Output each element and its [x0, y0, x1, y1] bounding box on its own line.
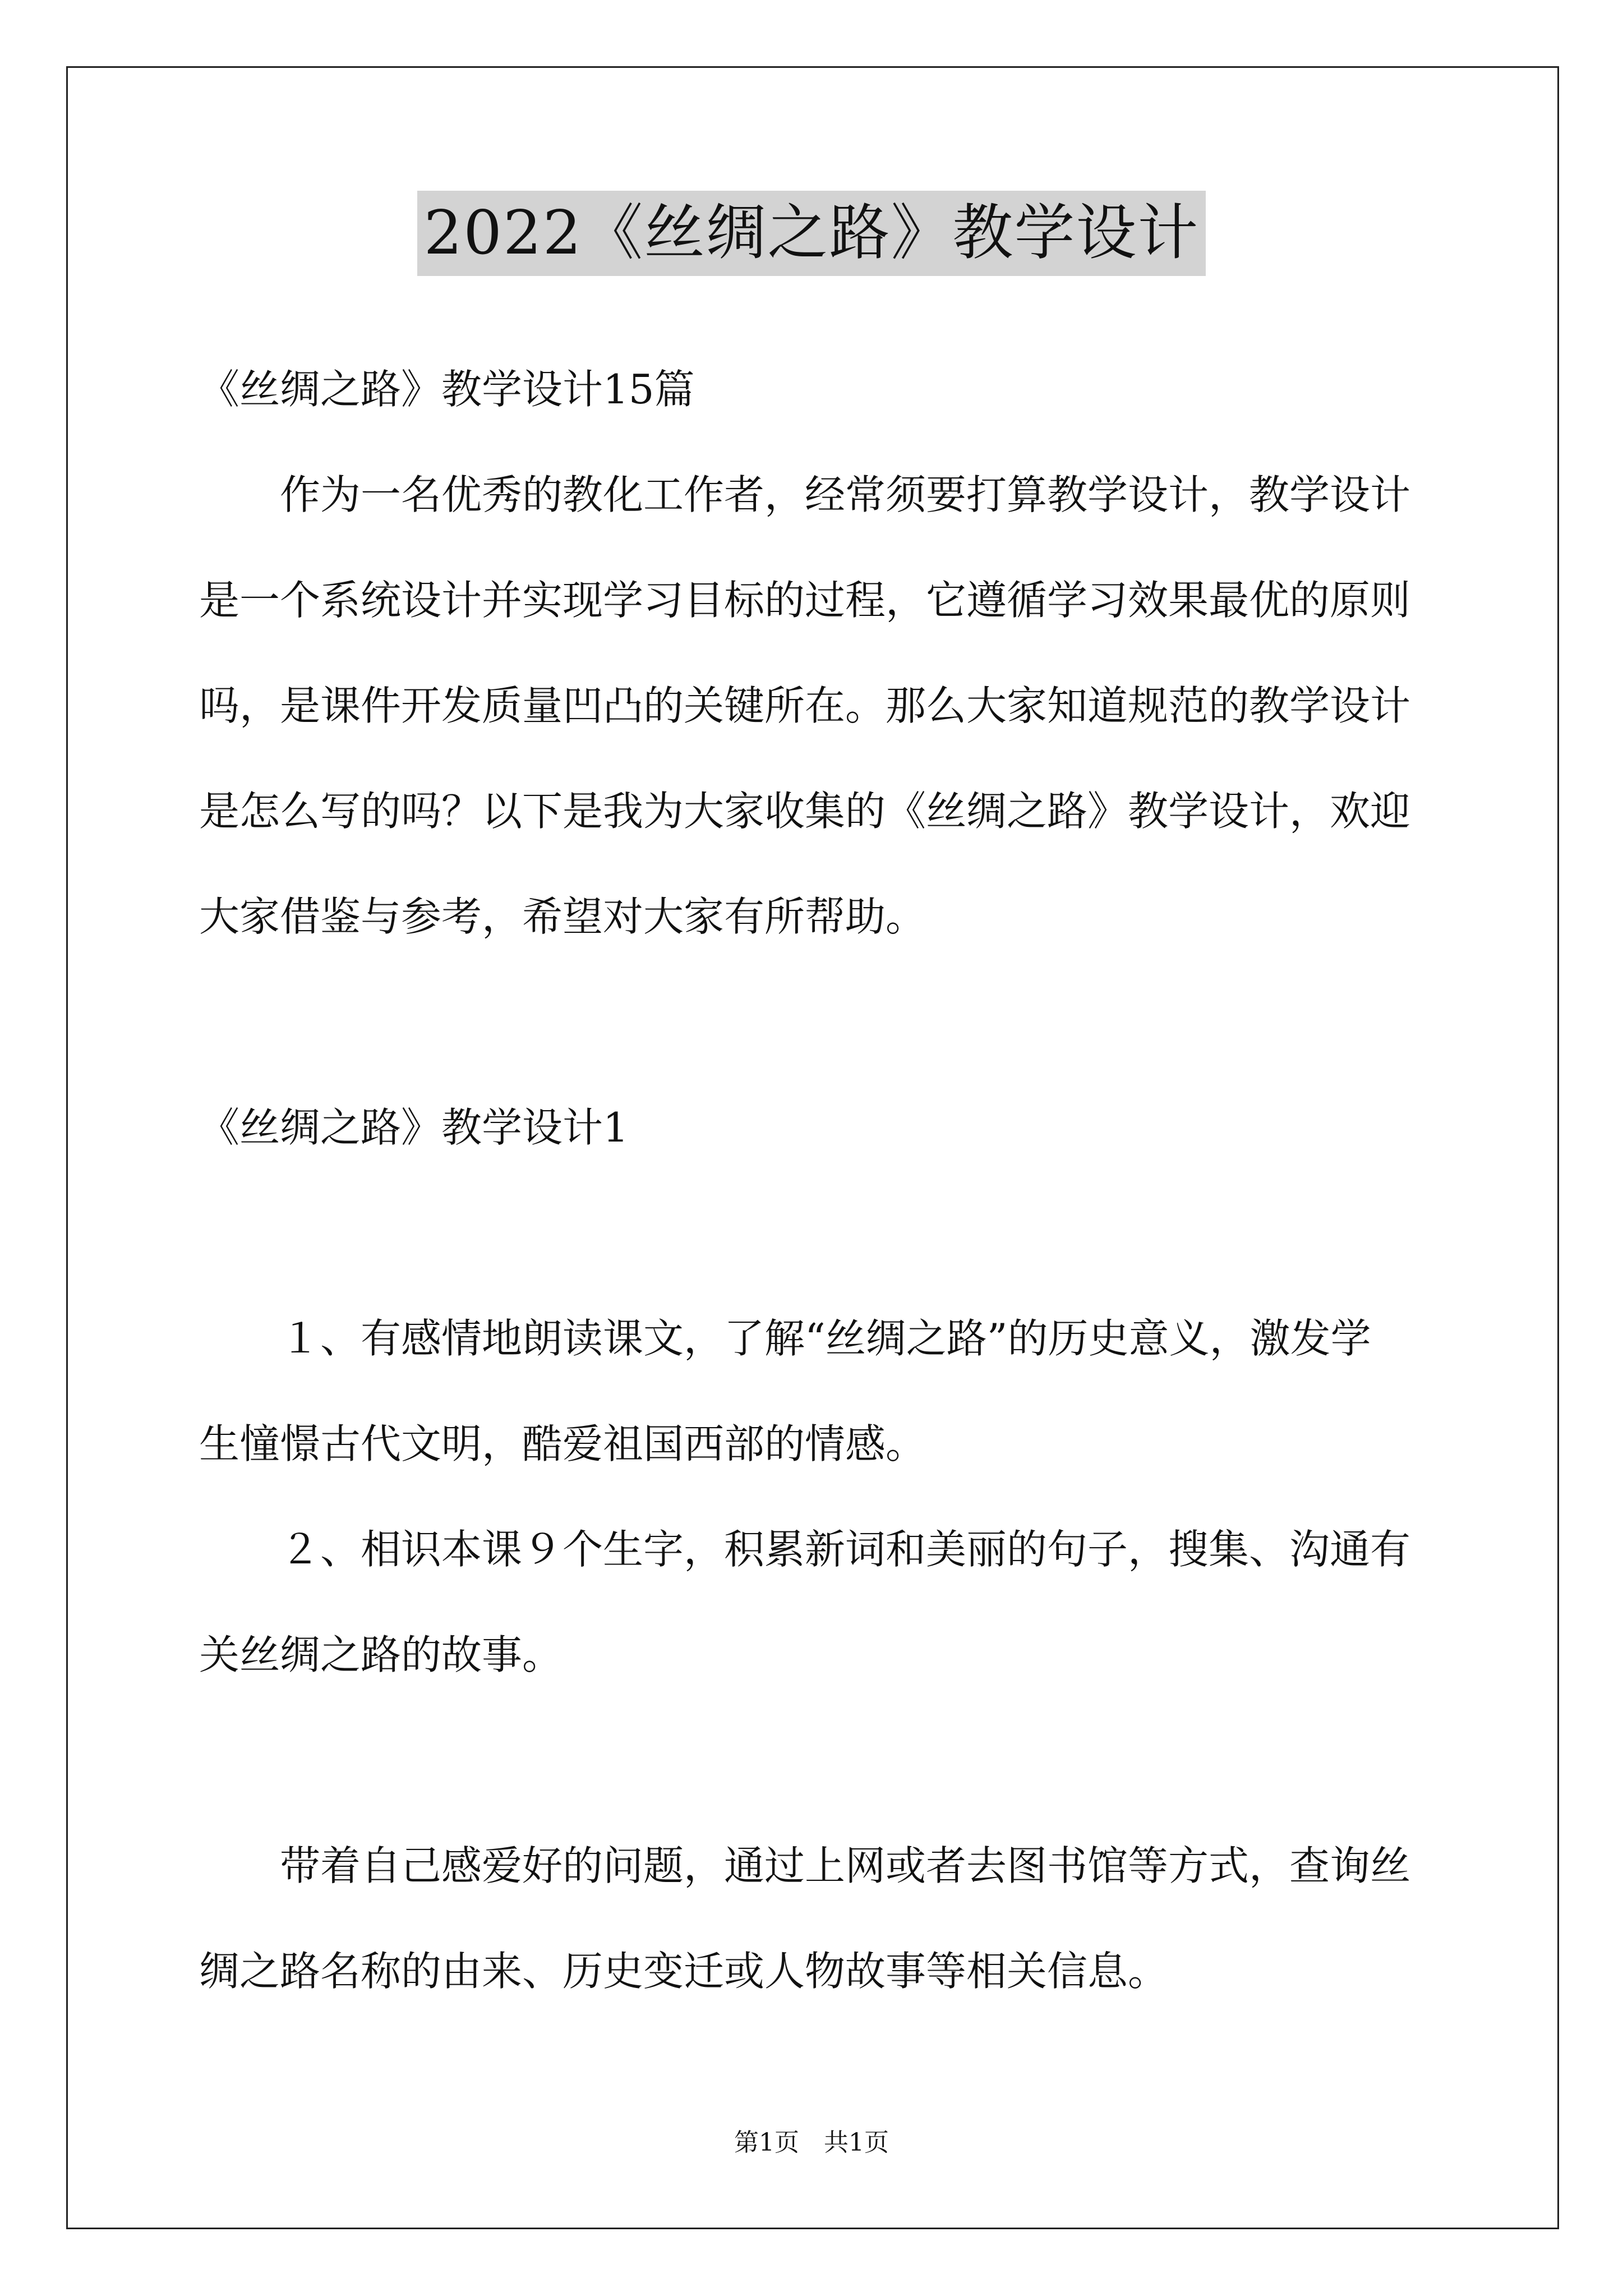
- document-title: 2022《丝绸之路》教学设计: [417, 191, 1206, 276]
- subtitle: 《丝绸之路》教学设计15篇: [199, 366, 695, 413]
- goal-line: ２、相识本课９个生字，积累新词和美丽的句子，搜集、沟通有: [280, 1526, 1411, 1573]
- prep-line: 绸之路名称的由来、历史变迁或人物故事等相关信息。: [199, 1948, 1169, 1995]
- page-footer: 第1页 共1页: [734, 2128, 889, 2157]
- spacer: [199, 969, 1427, 1075]
- section-heading: 《丝绸之路》教学设计1: [199, 1104, 629, 1151]
- intro-line: 大家借鉴与参考，希望对大家有所帮助。: [199, 893, 926, 940]
- spacer: [199, 1180, 1427, 1286]
- intro-line: 作为一名优秀的教化工作者，经常须要打算教学设计，教学设计: [280, 471, 1411, 518]
- goal-line: 关丝绸之路的故事。: [199, 1631, 563, 1678]
- document-body: [199, 337, 1427, 2024]
- goal-line: 生憧憬古代文明，酷爱祖国西部的情感。: [199, 1420, 926, 1467]
- intro-line: 吗，是课件开发质量凹凸的关键所在。那么大家知道规范的教学设计: [199, 682, 1411, 729]
- intro-line: 是怎么写的吗？以下是我为大家收集的《丝绸之路》教学设计，欢迎: [199, 788, 1411, 835]
- intro-line: 是一个系统设计并实现学习目标的过程，它遵循学习效果最优的原则: [199, 577, 1411, 624]
- goal-line: １、有感情地朗读课文，了解“丝绸之路”的历史意义，激发学: [280, 1315, 1371, 1362]
- spacer: [199, 1708, 1427, 1813]
- prep-line: 带着自己感爱好的问题，通过上网或者去图书馆等方式，查询丝: [280, 1842, 1411, 1889]
- title-wrap: [0, 191, 1623, 276]
